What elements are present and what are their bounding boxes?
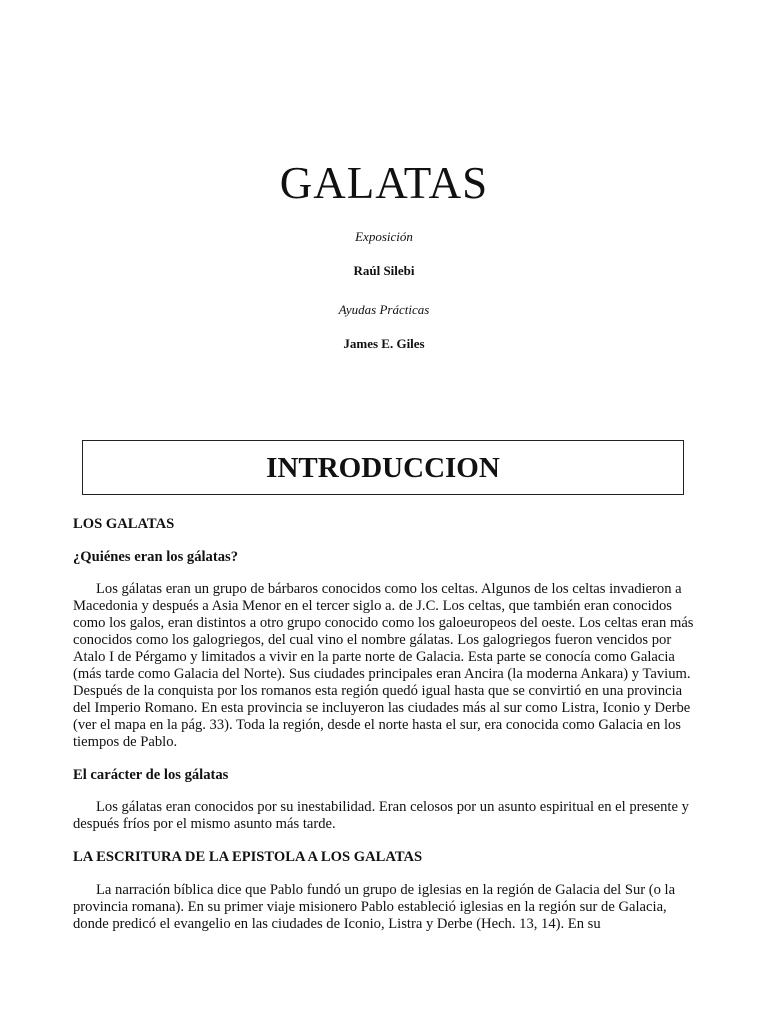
- paragraph-caracter: Los gálatas eran conocidos por su inestabilidad. Eran celosos por un asunto espiritual en el presente y después fríos por el mismo asunto más tarde.: [73, 799, 689, 832]
- subheading-caracter: El carácter de los gálatas: [73, 767, 229, 783]
- introduction-title: INTRODUCCION: [266, 452, 500, 484]
- document-title: GALATAS: [279, 158, 489, 208]
- document-body: [73, 516, 695, 933]
- exposicion-label: Exposición: [355, 229, 413, 244]
- paragraph-quienes-eran: Los gálatas eran un grupo de bárbaros conocidos como los celtas. Algunos de los celtas invadieron a Macedonia y después a Asia Menor en el tercer siglo a. de J.C. Los celtas, que también eran conocidos como los galos, eran distintos a otro grupo conocido como los galoeuropeos del oeste. Los celtas eran más conocidos como los galogriegos, del cual vino el nombre gálatas. Los galogriegos fueron vencidos por Atalo I de Pérgamo y limitados a vivir en la parte norte de Galacia. Esta parte se conocía como Galacia (más tarde como Galacia del Norte). Sus ciudades principales eran Ancira (la moderna Ankara) y Tavium. Después de la conquista por los romanos esta región quedó igual hasta que se convirtió en una provincia del Imperio Romano. En esta provincia se incluyeron las ciudades más al sur como Listra, Iconio y Derbe (ver el mapa en la pág. 33). Toda la región, desde el norte hasta el sur, era conocida como Galacia en los tiempos de Pablo.: [73, 581, 694, 750]
- subheading-quienes-eran: ¿Quiénes eran los gálatas?: [73, 549, 238, 565]
- ayudas-label: Ayudas Prácticas: [338, 302, 430, 317]
- ayudas-author: James E. Giles: [343, 336, 425, 351]
- introduction-box: [82, 440, 684, 495]
- exposicion-author: Raúl Silebi: [353, 263, 415, 278]
- section-heading-los-galatas: LOS GALATAS: [73, 516, 175, 532]
- section-heading-escritura: LA ESCRITURA DE LA EPISTOLA A LOS GALATAS: [73, 849, 423, 865]
- paragraph-escritura: La narración bíblica dice que Pablo fundó un grupo de iglesias en la región de Galacia del Sur (o la provincia romana). En su primer viaje misionero Pablo estableció iglesias en la región sur de Galacia, donde predicó el evangelio en las ciudades de Iconio, Listra y Derbe (Hech. 13, 14). En su: [73, 882, 676, 932]
